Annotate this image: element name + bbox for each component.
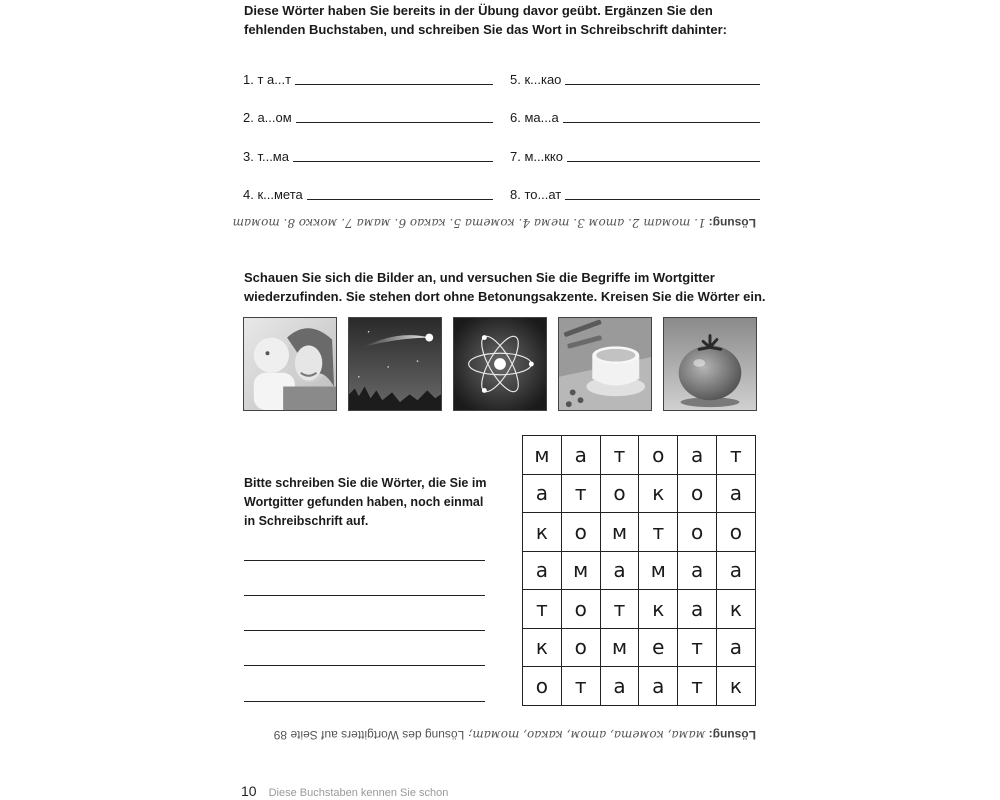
grid-cell[interactable]: а xyxy=(523,474,562,513)
grid-cell[interactable]: о xyxy=(678,513,717,552)
exercise-item-1: 1. т а...т xyxy=(243,50,493,89)
grid-cell[interactable]: о xyxy=(561,628,600,667)
grid-cell[interactable]: м xyxy=(600,628,639,667)
exercise-item-2: 2. а...ом xyxy=(243,89,493,128)
grid-cell[interactable]: м xyxy=(561,551,600,590)
grid-row xyxy=(523,590,756,629)
answer-line[interactable] xyxy=(565,199,760,200)
grid-cell[interactable]: а xyxy=(716,551,755,590)
grid-cell[interactable]: е xyxy=(639,628,678,667)
grid-cell[interactable]: а xyxy=(600,551,639,590)
exercise-item-8: 8. то...ат xyxy=(510,166,760,205)
grid-cell[interactable]: о xyxy=(561,590,600,629)
exercise-item-4: 4. к...мета xyxy=(243,166,493,205)
grid-cell[interactable]: к xyxy=(639,474,678,513)
word-grid xyxy=(522,435,756,706)
grid-cell[interactable]: а xyxy=(716,474,755,513)
grid-cell[interactable]: а xyxy=(561,436,600,475)
grid-cell[interactable]: м xyxy=(523,436,562,475)
mother-baby-photo xyxy=(243,317,337,411)
answer-line[interactable] xyxy=(567,161,760,162)
photo-strip xyxy=(243,317,757,411)
exercise1-solution-upside-down: Lösung: 1. томат 2. атом 3. тема 4. комета 5. какао 6. мама 7. мокко 8. томат xyxy=(232,216,756,230)
atom-photo xyxy=(453,317,547,411)
answer-line[interactable] xyxy=(307,199,493,200)
answer-line[interactable] xyxy=(563,122,760,123)
grid-cell[interactable]: к xyxy=(523,628,562,667)
exercise2-solution-upside-down: Lösung: мама, комета, атом, какао, томат; Lösung des Wortgitters auf Seite 89 xyxy=(273,728,756,742)
exercise1-left-column xyxy=(243,50,493,204)
grid-cell[interactable]: к xyxy=(639,590,678,629)
writing-line[interactable] xyxy=(244,560,485,561)
grid-cell[interactable]: а xyxy=(678,551,717,590)
page-number: 10 xyxy=(241,783,257,799)
exercise-item-3: 3. т...ма xyxy=(243,127,493,166)
exercise-item-6: 6. ма...а xyxy=(510,89,760,128)
writing-line[interactable] xyxy=(244,665,485,666)
answer-line[interactable] xyxy=(293,161,493,162)
grid-cell[interactable]: а xyxy=(678,436,717,475)
grid-cell[interactable]: о xyxy=(678,474,717,513)
chapter-title: Diese Buchstaben kennen Sie schon xyxy=(268,787,449,799)
writing-line[interactable] xyxy=(244,630,485,631)
grid-cell[interactable]: т xyxy=(678,667,717,706)
grid-cell[interactable]: о xyxy=(600,474,639,513)
grid-cell[interactable]: т xyxy=(678,628,717,667)
grid-cell[interactable]: т xyxy=(561,667,600,706)
grid-cell[interactable]: а xyxy=(523,551,562,590)
grid-cell[interactable]: к xyxy=(523,513,562,552)
page-footer xyxy=(241,783,448,799)
grid-cell[interactable]: а xyxy=(639,667,678,706)
exercise-item-7: 7. м...кко xyxy=(510,127,760,166)
exercise-item-5: 5. к...као xyxy=(510,50,760,89)
grid-row xyxy=(523,436,756,475)
grid-cell[interactable]: т xyxy=(716,436,755,475)
grid-cell[interactable]: т xyxy=(600,590,639,629)
exercise1-right-column xyxy=(510,50,760,204)
grid-row xyxy=(523,474,756,513)
tomato-photo xyxy=(663,317,757,411)
answer-line[interactable] xyxy=(565,84,760,85)
grid-cell[interactable]: о xyxy=(561,513,600,552)
exercise2-instruction: Schauen Sie sich die Bilder an, und versuchen Sie die Begriffe im Wortgitter wiederzufinden. Sie stehen dort ohne Betonungsakzente. Kreisen Sie die Wörter ein. xyxy=(244,270,766,304)
write-words-instruction: Bitte schreiben Sie die Wörter, die Sie im Wortgitter gefunden haben, noch einmal in Schreibschrift auf. xyxy=(244,476,487,528)
grid-cell[interactable]: м xyxy=(600,513,639,552)
grid-cell[interactable]: а xyxy=(678,590,717,629)
grid-cell[interactable]: а xyxy=(600,667,639,706)
grid-cell[interactable]: т xyxy=(561,474,600,513)
grid-cell[interactable]: о xyxy=(639,436,678,475)
grid-cell[interactable]: о xyxy=(716,513,755,552)
grid-cell[interactable]: к xyxy=(716,667,755,706)
grid-cell[interactable]: а xyxy=(716,628,755,667)
writing-line[interactable] xyxy=(244,701,485,702)
grid-cell[interactable]: т xyxy=(523,590,562,629)
answer-line[interactable] xyxy=(295,84,493,85)
writing-line[interactable] xyxy=(244,595,485,596)
grid-cell[interactable]: о xyxy=(523,667,562,706)
answer-line[interactable] xyxy=(296,122,493,123)
grid-cell[interactable]: т xyxy=(639,513,678,552)
grid-cell[interactable]: м xyxy=(639,551,678,590)
exercise1-instruction: Diese Wörter haben Sie bereits in der Übung davor geübt. Ergänzen Sie den fehlenden Buchstaben, und schreiben Sie das Wort in Schreibschrift dahinter: xyxy=(244,3,728,37)
grid-row xyxy=(523,513,756,552)
grid-row xyxy=(523,667,756,706)
grid-cell[interactable]: к xyxy=(716,590,755,629)
cocoa-cup-photo xyxy=(558,317,652,411)
comet-photo xyxy=(348,317,442,411)
grid-cell[interactable]: т xyxy=(600,436,639,475)
grid-row xyxy=(523,628,756,667)
grid-row xyxy=(523,551,756,590)
